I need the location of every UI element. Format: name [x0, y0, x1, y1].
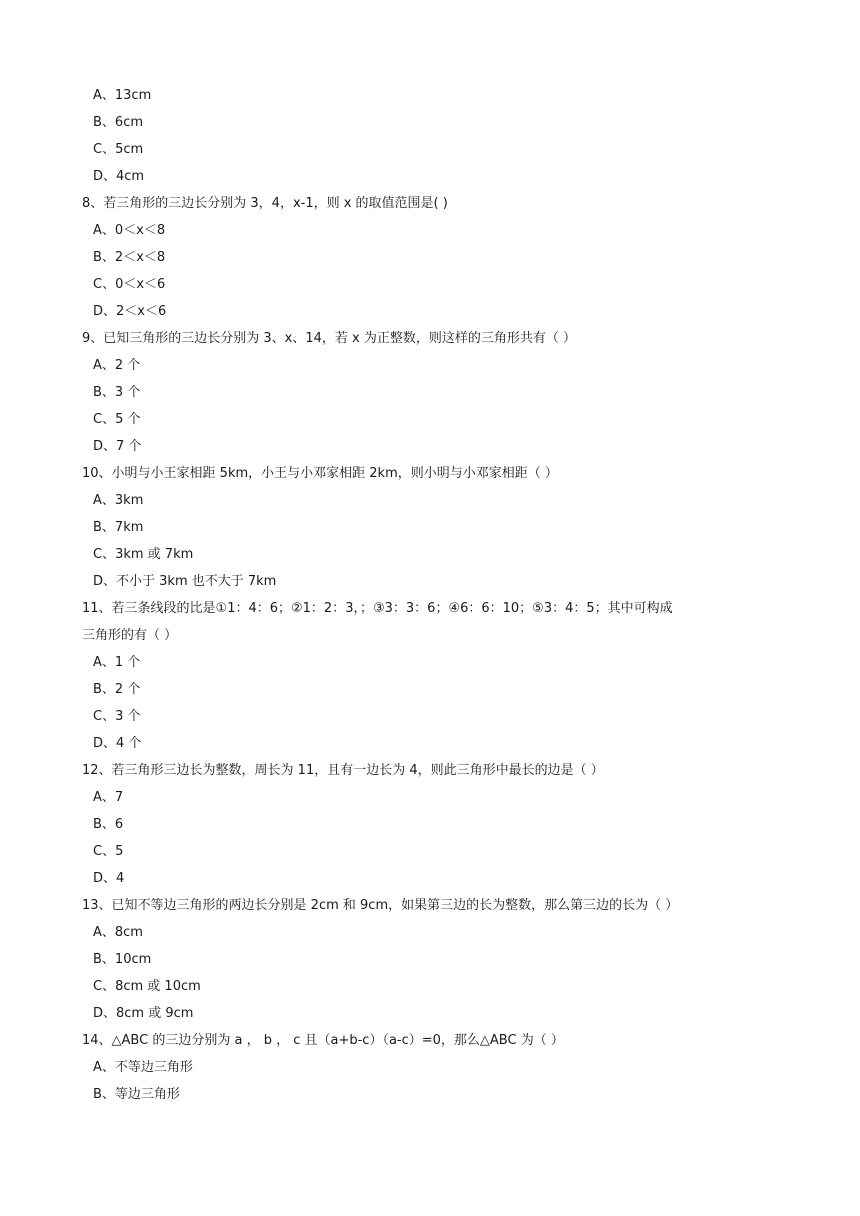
answer-option: D、4 — [93, 871, 125, 886]
answer-option: C、3 个 — [93, 709, 141, 724]
answer-option: D、4cm — [93, 169, 145, 184]
answer-option: C、5 — [93, 844, 124, 859]
question-text-continued: 三角形的有（ ） — [82, 628, 178, 643]
answer-option: A、0＜x＜8 — [93, 223, 166, 238]
answer-option: C、5 个 — [93, 412, 141, 427]
question-text: 12、若三角形三边长为整数，周长为 11，且有一边长为 4，则此三角形中最长的边是（ ） — [82, 763, 604, 778]
answer-option: B、6 — [93, 817, 124, 832]
question-text: 9、已知三角形的三边长分别为 3、x、14，若 x 为正整数，则这样的三角形共有（ ） — [82, 331, 577, 346]
answer-option: A、2 个 — [93, 358, 141, 373]
answer-option: B、2＜x＜8 — [93, 250, 166, 265]
answer-option: A、3km — [93, 493, 144, 508]
answer-option: C、5cm — [93, 142, 144, 157]
question-text: 8、若三角形的三边长分别为 3，4，x-1，则 x 的取值范围是( ) — [82, 196, 448, 211]
answer-option: B、10cm — [93, 952, 152, 967]
answer-option: B、等边三角形 — [93, 1087, 180, 1102]
question-text: 13、已知不等边三角形的两边长分别是 2cm 和 9cm，如果第三边的长为整数，那么第三边的长为（ ） — [82, 898, 679, 913]
question-text: 10、小明与小王家相距 5km，小王与小邓家相距 2km，则小明与小邓家相距（ ） — [82, 466, 558, 481]
answer-option: A、1 个 — [93, 655, 141, 670]
question-text: 11、若三条线段的比是①1：4：6；②1：2：3，；③3：3：6；④6：6：10；⑤3：4：5；其中可构成 — [82, 601, 673, 616]
answer-option: D、2＜x＜6 — [93, 304, 167, 319]
question-text: 14、△ABC 的三边分别为 a ， b ， c 且（a+b-c）（a-c）=0，那么△ABC 为（ ） — [82, 1033, 564, 1048]
answer-option: B、7km — [93, 520, 144, 535]
answer-option: D、8cm 或 9cm — [93, 1006, 194, 1021]
answer-option: B、6cm — [93, 115, 144, 130]
answer-option: A、13cm — [93, 88, 152, 103]
answer-option: A、8cm — [93, 925, 143, 940]
answer-option: D、不小于 3km 也不大于 7km — [93, 574, 277, 589]
answer-option: D、7 个 — [93, 439, 142, 454]
answer-option: B、3 个 — [93, 385, 141, 400]
answer-option: A、不等边三角形 — [93, 1060, 193, 1075]
answer-option: C、3km 或 7km — [93, 547, 194, 562]
answer-option: D、4 个 — [93, 736, 142, 751]
answer-option: C、0＜x＜6 — [93, 277, 166, 292]
answer-option: C、8cm 或 10cm — [93, 979, 201, 994]
answer-option: B、2 个 — [93, 682, 141, 697]
answer-option: A、7 — [93, 790, 124, 805]
